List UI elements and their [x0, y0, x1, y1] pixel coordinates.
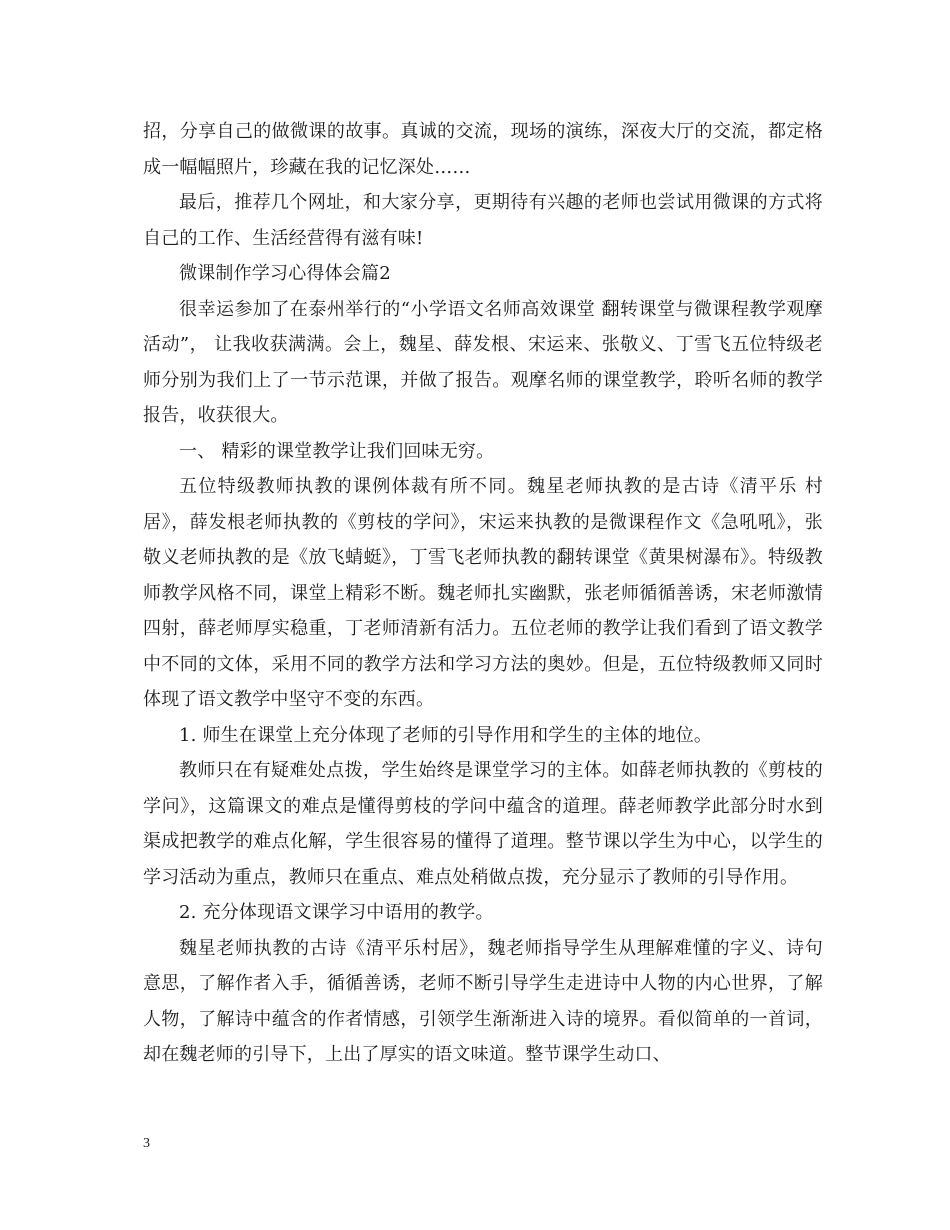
paragraph-lessons: 五位特级教师执教的课例体裁有所不同。魏星老师执教的是古诗《清平乐 村居》，薛发根老师执教的《剪枝的学问》，宋运来执教的是微课程作文《急吼吼》，张敬义老师执教的是《放飞蜻蜓》，丁雪飞老师执教的翻转课堂《黄果树瀑布》。特级教师教学风格不同，课堂上精彩不断。魏老师扎实幽默，张老师循循善诱，宋老师激情四射，薛老师厚实稳重，丁老师清新有活力。五位老师的教学让我们看到了语文教学中不同的文体，采用不同的教学方法和学习方法的奥妙。但是，五位特级教师又同时体现了语文教学中坚守不变的东西。: [143, 476, 823, 710]
point-two-heading: 2. 充分体现语文课学习中语用的教学。: [179, 902, 494, 923]
paragraph-point-two: 魏星老师执教的古诗《清平乐村居》，魏老师指导学生从理解难懂的字义、诗句意思，了解作者入手，循循善诱，老师不断引导学生走进诗中人物的内心世界，了解人物，了解诗中蕴含的作者情感，引领学生渐渐进入诗的境界。看似简单的一首词，却在魏老师的引导下，上出了厚实的语文味道。整节课学生动口、: [143, 937, 823, 1065]
section-title: 微课制作学习心得体会篇2: [179, 263, 391, 284]
paragraph-point-one: 教师只在有疑难处点拨，学生始终是课堂学习的主体。如薛老师执教的《剪枝的学问》，这篇课文的难点是懂得剪枝的学问中蕴含的道理。薛老师教学此部分时水到渠成把教学的难点化解，学生很容易的懂得了道理。整节课以学生为中心，以学生的学习活动为重点，教师只在重点、难点处稍做点拨，充分显示了教师的引导作用。: [143, 760, 823, 888]
paragraph-intro: 很幸运参加了在泰州举行的“小学语文名师高效课堂 翻转课堂与微课程教学观摩活动”， 让我收获满满。会上，魏星、薛发根、宋运来、张敬义、丁雪飞五位特级老师分别为我们上了一节示范课，并做了报告。观摩名师的课堂教学，聆听名师的教学报告，收获很大。: [143, 298, 823, 426]
point-one-heading: 1. 师生在课堂上充分体现了老师的引导作用和学生的主体的地位。: [179, 724, 713, 746]
page-number: 3: [143, 1136, 150, 1151]
subheading-one: 一、 精彩的课堂教学让我们回味无穷。: [179, 440, 495, 462]
page-body: [143, 114, 823, 1073]
paragraph-recommendation: 最后，推荐几个网址，和大家分享，更期待有兴趣的老师也尝试用微课的方式将自己的工作、生活经营得有滋有味!: [143, 192, 823, 249]
paragraph-continuation: 招，分享自己的做微课的故事。真诚的交流，现场的演练，深夜大厅的交流，都定格成一幅幅照片，珍藏在我的记忆深处……: [143, 121, 823, 178]
